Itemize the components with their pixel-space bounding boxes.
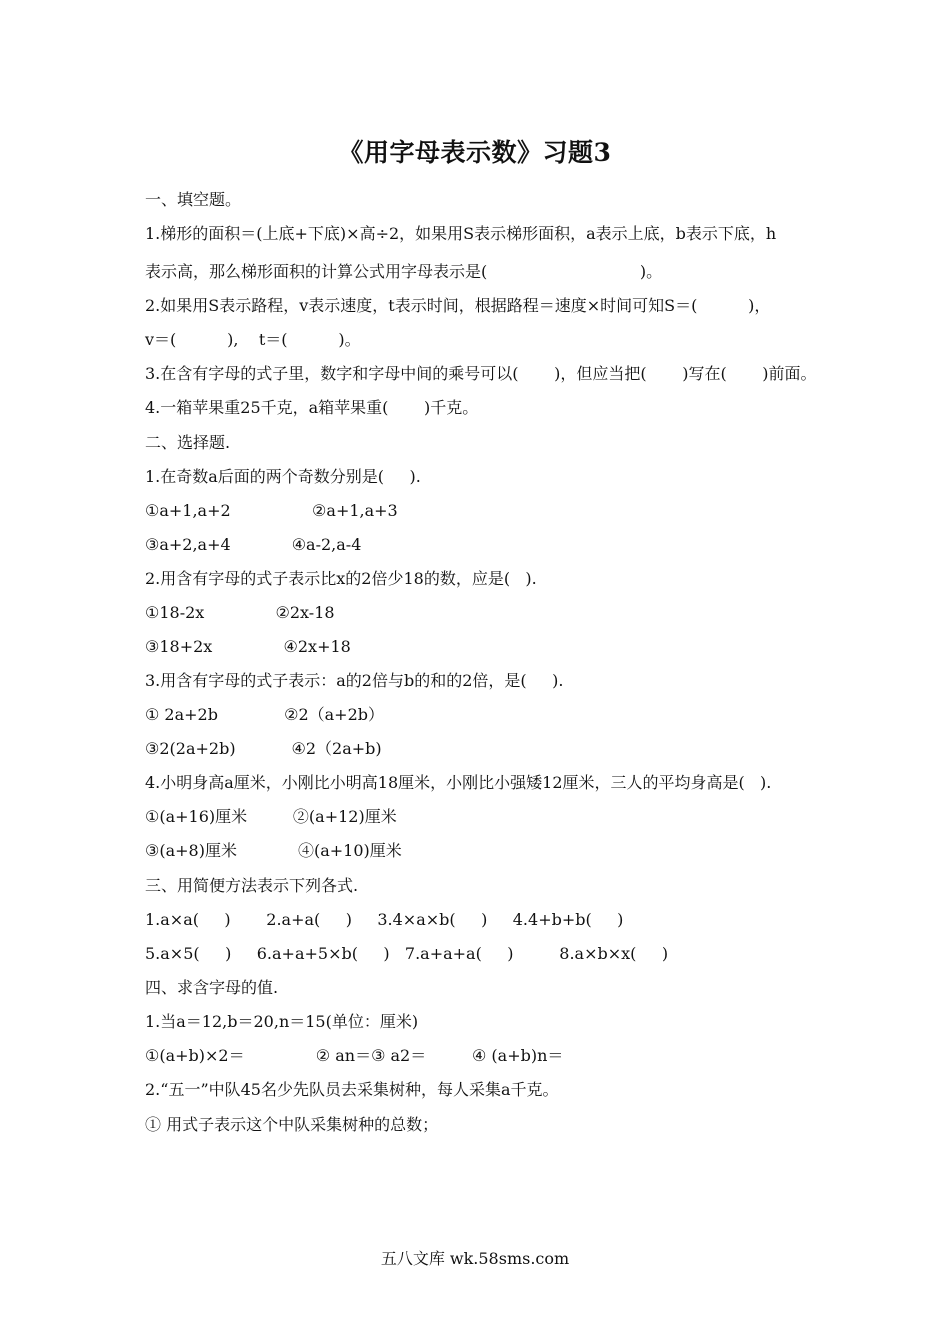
choice-options: ①a+1,a+2 ②a+1,a+3 — [145, 501, 398, 520]
question-text: 3.用含有字母的式子表示：a的2倍与b的和的2倍，是( ). — [145, 671, 564, 690]
page-footer-watermark: 五八文库 wk.58sms.com — [380, 1249, 570, 1268]
question-text: 1.a×a( ) 2.a+a( ) 3.4×a×b( ) 4.4+b+b( ) — [145, 910, 624, 929]
question-text: 表示高，那么梯形面积的计算公式用字母表示是( )。 — [145, 262, 663, 281]
question-text: 2.“五一”中队45名少先队员去采集树种，每人采集a千克。 — [145, 1080, 559, 1099]
choice-options: ③2(2a+2b) ④2（2a+b) — [145, 739, 382, 758]
question-text: ①(a+b)×2＝ ② an＝③ a2＝ ④ (a+b)n＝ — [145, 1046, 564, 1065]
question-text: 5.a×5( ) 6.a+a+5×b( ) 7.a+a+a( ) 8.a×b×x( ) — [145, 944, 669, 963]
question-text: 3.在含有字母的式子里，数字和字母中间的乘号可以( )，但应当把( )写在( )前面。 — [145, 364, 817, 383]
question-text: 1.当a＝12,b＝20,n＝15(单位：厘米) — [145, 1012, 419, 1031]
choice-options: ③18+2x ④2x+18 — [145, 637, 351, 656]
choice-options: ① 2a+2b ②2（a+2b） — [145, 705, 384, 724]
choice-options: ①(a+16)厘米 ②(a+12)厘米 — [145, 807, 397, 826]
question-text: ① 用式子表示这个中队采集树种的总数； — [145, 1115, 439, 1134]
page-title: 《用字母表示数》习题3 — [338, 138, 612, 167]
question-text: 2.如果用S表示路程，v表示速度，t表示时间，根据路程＝速度×时间可知S＝( )， — [145, 296, 771, 315]
choice-options: ③a+2,a+4 ④a-2,a-4 — [145, 535, 362, 554]
section-heading-multiple-choice: 二、选择题. — [145, 433, 231, 452]
question-text: 1.梯形的面积＝(上底+下底)×高÷2，如果用S表示梯形面积，a表示上底，b表示下底，h — [145, 224, 777, 243]
choice-options: ①18-2x ②2x-18 — [145, 603, 335, 622]
question-text: 2.用含有字母的式子表示比x的2倍少18的数，应是( ). — [145, 569, 537, 588]
section-heading-evaluate: 四、求含字母的值. — [145, 978, 279, 997]
question-text: 4.一箱苹果重25千克，a箱苹果重( )千克。 — [145, 398, 479, 417]
section-heading-fill-blank: 一、填空题。 — [145, 190, 242, 209]
choice-options: ③(a+8)厘米 ④(a+10)厘米 — [145, 841, 402, 860]
question-text: v＝( ), t＝( )。 — [145, 330, 361, 349]
question-text: 1.在奇数a后面的两个奇数分别是( ). — [145, 467, 421, 486]
question-text: 4.小明身高a厘米，小刚比小明高18厘米，小刚比小强矮12厘米，三人的平均身高是( ). — [145, 773, 772, 792]
section-heading-simplify: 三、用简便方法表示下列各式. — [145, 876, 359, 895]
